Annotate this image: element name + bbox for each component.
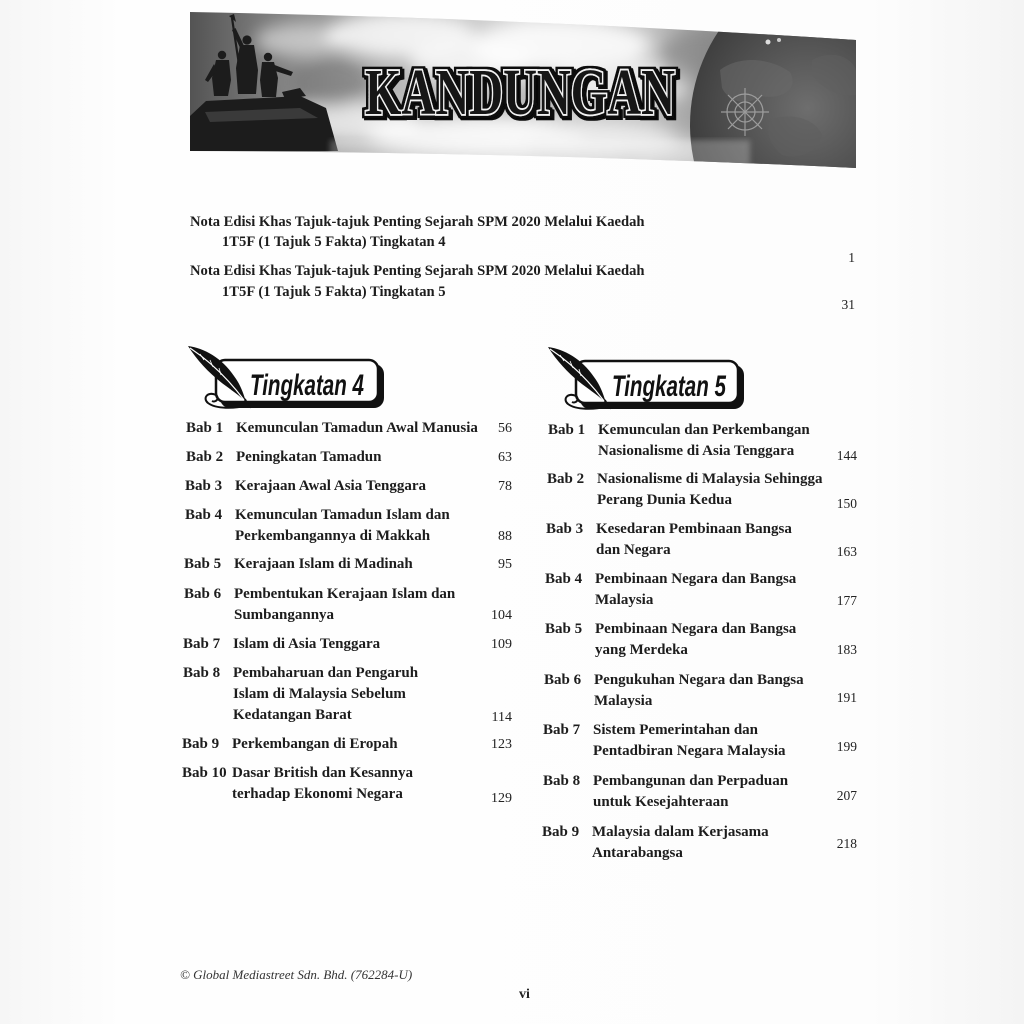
chapter-title: [598, 420, 810, 462]
chapter-title-line: Dasar British dan Kesannya: [232, 765, 414, 781]
chapter-number: Bab 7: [543, 722, 581, 738]
chapter-title-line: Malaysia: [595, 592, 654, 608]
chapter-number: Bab 2: [547, 471, 585, 487]
chapter-page-number: 78: [498, 479, 512, 494]
chapter-title: [236, 418, 478, 439]
chapter-number: Bab 9: [542, 824, 580, 840]
chapter-number: Bab 8: [543, 773, 581, 789]
page-number: vi: [519, 987, 530, 1002]
chapter-page-number: 129: [491, 791, 512, 806]
chapter-title-line: Pembinaan Negara dan Bangsa: [595, 621, 797, 637]
chapter-title-line: Perkembangan di Eropah: [232, 736, 398, 752]
compass-rose-icon: [721, 88, 769, 136]
chapter-title-line: Kerajaan Islam di Madinah: [234, 556, 413, 572]
chapter-title: [597, 469, 822, 511]
chapter-title-line: Kedatangan Barat: [233, 707, 352, 723]
chapter-title-line: Pembaharuan dan Pengaruh: [233, 665, 419, 681]
chapter-number: Bab 4: [185, 507, 223, 523]
chapter-number: Bab 5: [545, 621, 583, 637]
chapter-title-line: Pentadbiran Negara Malaysia: [593, 743, 786, 759]
section-label: Tingkatan 4: [250, 369, 365, 402]
chapter-title-line: Antarabangsa: [592, 845, 683, 861]
chapter-title-line: Malaysia dalam Kerjasama: [592, 824, 769, 840]
chapter-number: Bab 8: [183, 665, 221, 681]
chapter-title: [595, 619, 796, 661]
copyright-notice: © Global Mediastreet Sdn. Bhd. (762284-U): [180, 967, 413, 982]
chapter-title: [235, 505, 450, 547]
chapter-number: Bab 7: [183, 636, 221, 652]
chapter-number: Bab 1: [548, 422, 586, 438]
chapter-number: Bab 6: [544, 672, 582, 688]
chapter-title: [232, 763, 413, 805]
note-page-number: 31: [841, 297, 855, 312]
chapter-page-number: 207: [836, 788, 857, 803]
note-title-line: 1T5F (1 Tajuk 5 Fakta) Tingkatan 4: [222, 234, 446, 250]
chapter-title-line: Kemunculan Tamadun Islam dan: [235, 507, 450, 523]
note-title-line: 1T5F (1 Tajuk 5 Fakta) Tingkatan 5: [222, 284, 446, 300]
page-title: KANDUNGAN: [365, 56, 675, 129]
note-page-number: 1: [848, 250, 855, 265]
chapter-number: Bab 9: [182, 736, 220, 752]
chapter-title: [594, 670, 804, 712]
chapter-number: Bab 3: [546, 521, 584, 537]
chapter-page-number: 104: [491, 608, 512, 623]
chapter-title-line: Islam di Asia Tenggara: [233, 636, 381, 652]
note-title-line: Nota Edisi Khas Tajuk-tajuk Penting Sejarah SPM 2020 Melalui Kaedah: [190, 263, 645, 279]
chapter-page-number: 95: [498, 557, 512, 572]
chapter-title: [596, 519, 792, 561]
chapter-title-line: Sumbangannya: [234, 607, 335, 623]
chapter-title-line: Islam di Malaysia Sebelum: [233, 686, 406, 702]
chapter-page-number: 88: [498, 529, 512, 544]
chapter-title-line: dan Negara: [596, 542, 671, 558]
chapter-page-number: 191: [836, 690, 857, 705]
chapter-title-line: Perang Dunia Kedua: [597, 492, 733, 508]
chapter-title: [235, 476, 426, 497]
chapter-title-line: Kemunculan dan Perkembangan: [598, 422, 810, 438]
chapter-title-line: yang Merdeka: [595, 642, 688, 658]
chapter-page-number: 199: [836, 739, 857, 754]
chapter-title-line: Nasionalisme di Malaysia Sehingga: [597, 471, 823, 487]
chapter-page-number: 63: [498, 450, 512, 465]
chapter-number: Bab 3: [185, 478, 223, 494]
chapter-title: [234, 554, 413, 575]
chapter-title-line: Pengukuhan Negara dan Bangsa: [594, 672, 804, 688]
chapter-title-line: Sistem Pemerintahan dan: [593, 722, 758, 738]
chapter-title-line: Kesedaran Pembinaan Bangsa: [596, 521, 792, 537]
chapter-title: [595, 569, 796, 611]
chapter-title-line: untuk Kesejahteraan: [593, 794, 729, 810]
chapter-title-line: Peningkatan Tamadun: [236, 449, 382, 465]
chapter-title: [234, 584, 455, 626]
chapter-number: Bab 6: [184, 586, 222, 602]
chapter-title-line: Kerajaan Awal Asia Tenggara: [235, 478, 426, 494]
chapter-title-line: Nasionalisme di Asia Tenggara: [598, 443, 795, 459]
chapter-title: [593, 720, 786, 762]
chapter-title-line: Malaysia: [594, 693, 653, 709]
chapter-page-number: 218: [836, 836, 857, 851]
section-label: Tingkatan 5: [612, 370, 727, 403]
chapter-page-number: 114: [491, 710, 512, 725]
chapter-page-number: 150: [836, 496, 857, 511]
chapter-title: [232, 734, 398, 755]
chapter-number: Bab 1: [186, 420, 224, 436]
section-badge-tingkatan-5: [546, 343, 746, 411]
chapter-title-line: terhadap Ekonomi Negara: [232, 786, 403, 802]
chapter-number: Bab 5: [184, 556, 222, 572]
chapter-title: [233, 663, 418, 726]
chapter-title: [593, 771, 788, 813]
chapter-title: [236, 447, 381, 468]
section-badge-tingkatan-4: [186, 342, 386, 410]
chapter-page-number: 163: [836, 544, 857, 559]
note-title-line: Nota Edisi Khas Tajuk-tajuk Penting Sejarah SPM 2020 Melalui Kaedah: [190, 214, 645, 230]
chapter-page-number: 177: [836, 593, 857, 608]
chapter-page-number: 123: [491, 737, 512, 752]
chapter-title-line: Pembangunan dan Perpaduan: [593, 773, 789, 789]
chapter-title-line: Kemunculan Tamadun Awal Manusia: [236, 420, 478, 436]
chapter-number: Bab 2: [186, 449, 224, 465]
chapter-title-line: Perkembangannya di Makkah: [235, 528, 431, 544]
chapter-page-number: 56: [498, 421, 512, 436]
chapter-title-line: Pembentukan Kerajaan Islam dan: [234, 586, 456, 602]
chapter-title: [233, 634, 380, 655]
chapter-number: Bab 4: [545, 571, 583, 587]
chapter-title: [592, 822, 769, 864]
chapter-title-line: Pembinaan Negara dan Bangsa: [595, 571, 797, 587]
chapter-page-number: 183: [836, 642, 857, 657]
chapter-page-number: 109: [491, 637, 512, 652]
chapter-number: Bab 10: [182, 765, 227, 781]
header-banner: [0, 0, 1024, 180]
chapter-page-number: 144: [836, 448, 857, 463]
